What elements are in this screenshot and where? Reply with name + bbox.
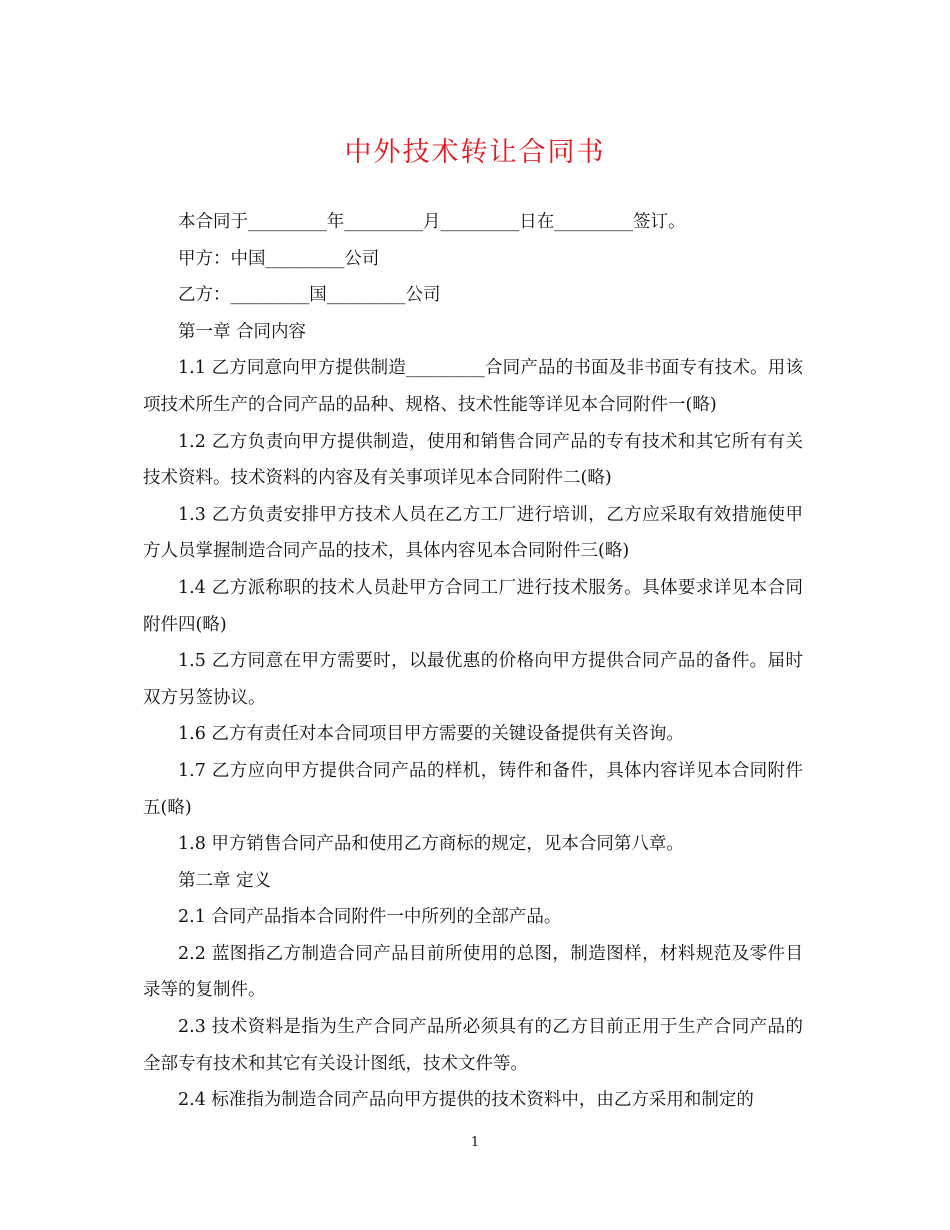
clause-paragraph: 2.4 标准指为制造合同产品向甲方提供的技术资料中，由乙方采用和制定的 xyxy=(178,1090,754,1111)
clause-paragraph: 1.5 乙方同意在甲方需要时，以最优惠的价格向甲方提供合同产品的备件。届时双方另签协议。 xyxy=(143,651,803,708)
chapter-heading: 第二章 定义 xyxy=(178,870,272,891)
clause-paragraph: 1.4 乙方派称职的技术人员赴甲方合同工厂进行技术服务。具体要求详见本合同附件四(略) xyxy=(143,577,803,635)
party-a-line: 甲方：中国_________公司 xyxy=(178,248,380,269)
clause-paragraph: 2.3 技术资料是指为生产合同产品所必须具有的乙方目前正用于生产合同产品的全部专有技术和其它有关设计图纸，技术文件等。 xyxy=(143,1017,803,1074)
clause-paragraph: 1.7 乙方应向甲方提供合同产品的样机，铸件和备件，具体内容详见本合同附件五(略) xyxy=(143,760,803,818)
document-title: 中外技术转让合同书 xyxy=(344,137,606,168)
document-body xyxy=(143,204,803,1119)
clause-paragraph: 2.2 蓝图指乙方制造合同产品目前所使用的总图，制造图样，材料规范及零件目录等的复制件。 xyxy=(143,943,803,1001)
party-b-line: 乙方：_________国_________公司 xyxy=(178,285,441,306)
clause-paragraph: 1.6 乙方有责任对本合同项目甲方需要的关键设备提供有关咨询。 xyxy=(178,724,684,745)
clause-paragraph: 1.8 甲方销售合同产品和使用乙方商标的规定，见本合同第八章。 xyxy=(178,834,684,855)
page-number: 1 xyxy=(470,1135,480,1150)
clause-paragraph: 1.1 乙方同意向甲方提供制造_________合同产品的书面及非书面专有技术。用该项技术所生产的合同产品的品种、规格、技术性能等详见本合同附件一(略) xyxy=(143,358,803,415)
clause-paragraph: 1.2 乙方负责向甲方提供制造，使用和销售合同产品的专有技术和其它所有有关技术资料。技术资料的内容及有关事项详见本合同附件二(略) xyxy=(143,431,803,489)
signing-date-line: 本合同于_________年_________月_________日在_________签订。 xyxy=(178,212,686,232)
clause-paragraph: 2.1 合同产品指本合同附件一中所列的全部产品。 xyxy=(178,907,562,928)
chapter-heading: 第一章 合同内容 xyxy=(178,321,307,342)
clause-paragraph: 1.3 乙方负责安排甲方技术人员在乙方工厂进行培训，乙方应采取有效措施使甲方人员掌握制造合同产品的技术，具体内容见本合同附件三(略) xyxy=(143,504,803,562)
